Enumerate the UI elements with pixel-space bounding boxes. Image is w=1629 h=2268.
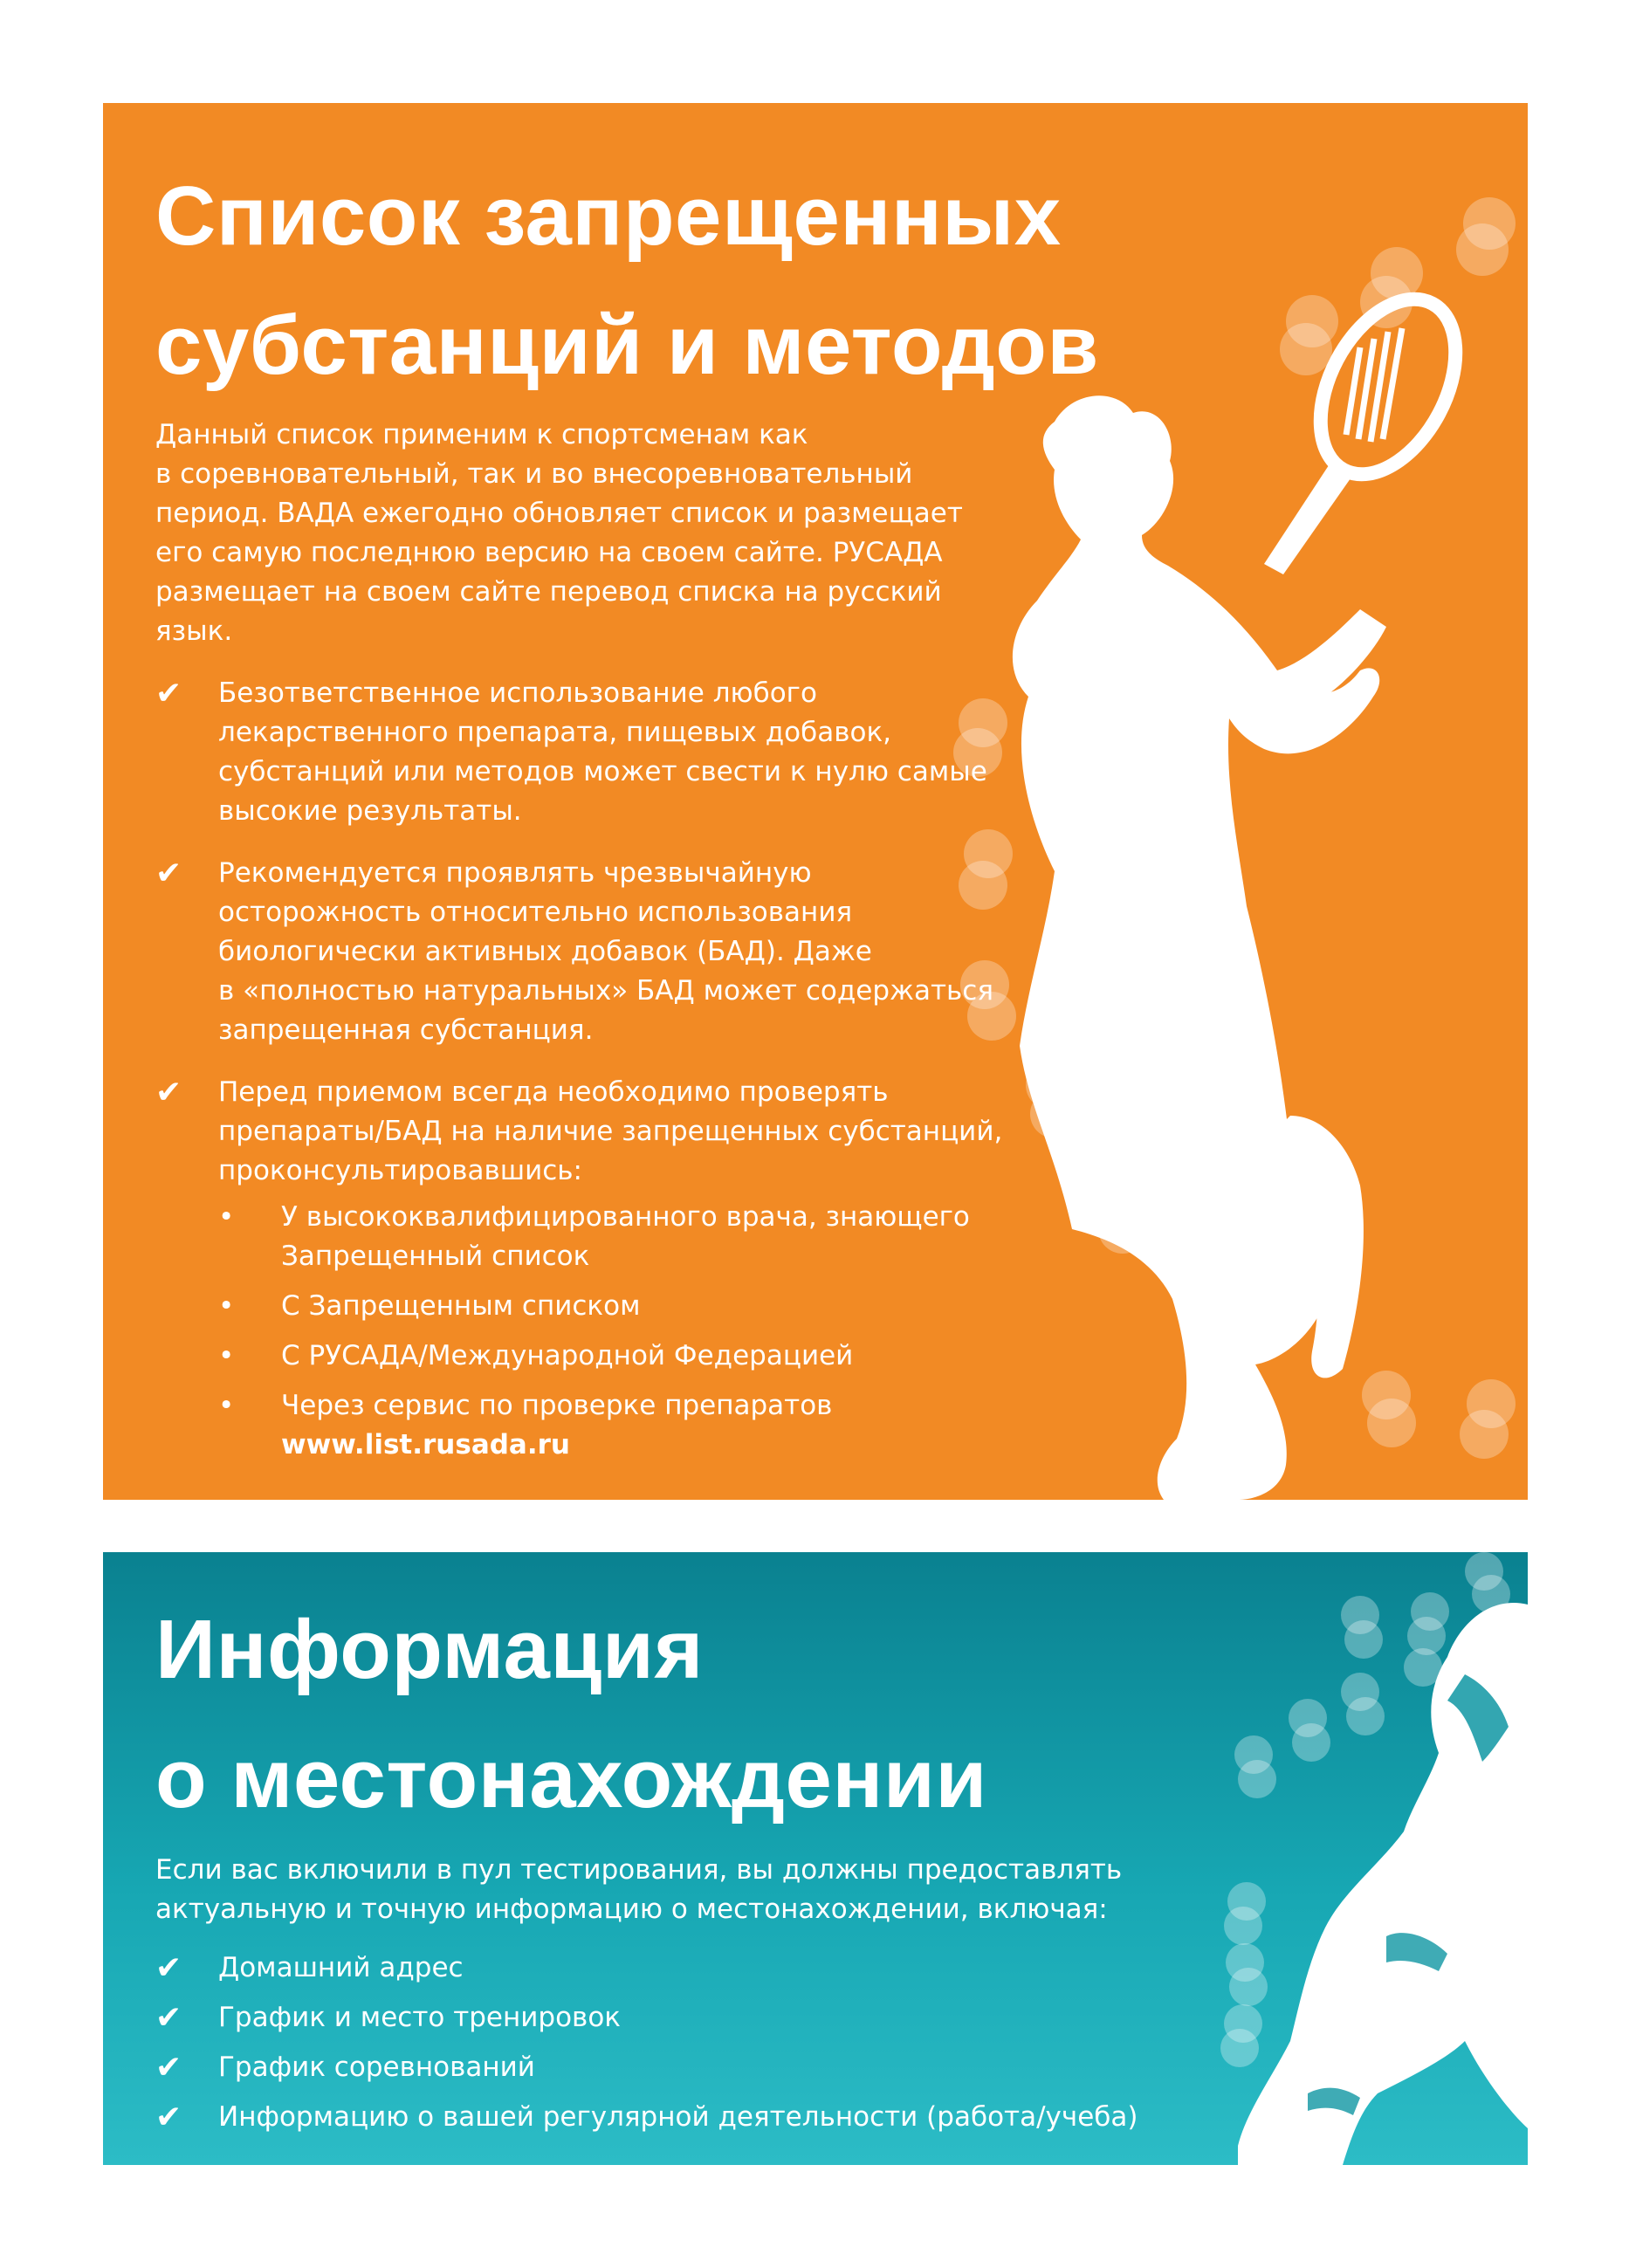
list-item: ✔ Информацию о вашей регулярной деятельности (работа/учеба): [155, 2100, 1138, 2135]
sublist-item: • У высококвалифицированного врача, знающего Запрещенный список: [218, 1198, 1124, 1276]
list-item: ✔ Перед приемом всегда необходимо проверять препараты/БАД на наличие запрещенных субстанций, проконсультировавшись: • У высококвалифицированного врача, знающего Запрещенный список • С Запрещенным списком • С РУСАДА/Международной Федерацией • Через сервис по проверке препаратов www.list.rusada.ru: [155, 1073, 1124, 1465]
checkmark-icon: ✔: [155, 2050, 182, 2086]
list-item: ✔ График и место тренировок: [155, 2000, 622, 2036]
sublist-item: • С РУСАДА/Международной Федерацией: [218, 1337, 1124, 1376]
section2-title: [155, 1585, 1203, 1844]
list-item: ✔ График соревнований: [155, 2050, 535, 2086]
list-item: ✔ Домашний адрес: [155, 1950, 464, 1986]
bullet-icon: •: [218, 1390, 235, 1421]
title-line: Список запрещенных: [155, 169, 1062, 263]
checkmark-icon: ✔: [155, 2100, 182, 2135]
section1-checklist: [155, 674, 1124, 1465]
title-line: Информация: [155, 1603, 704, 1696]
checkmark-icon: ✔: [155, 1950, 182, 1986]
checkmark-icon: ✔: [155, 676, 182, 711]
rusada-list-url[interactable]: www.list.rusada.ru: [281, 1429, 570, 1460]
bullet-icon: •: [218, 1201, 235, 1233]
bullet-icon: •: [218, 1290, 235, 1322]
section1-content: [155, 152, 1124, 1475]
section1-title: [155, 152, 1124, 410]
checkmark-icon: ✔: [155, 1075, 182, 1110]
section2-content: [155, 1585, 1203, 2137]
list-item: ✔ Безответственное использование любого лекарственного препарата, пищевых добавок, субстанций или методов может свести к нулю самые высокие результаты.: [155, 676, 987, 827]
decorative-dots: [1220, 1552, 1510, 2067]
prohibited-list-panel: [103, 103, 1528, 1500]
consultation-sublist: [218, 1198, 1124, 1465]
bullet-icon: •: [218, 1340, 235, 1371]
list-item: ✔ Рекомендуется проявлять чрезвычайную осторожность относительно использования биологически активных добавок (БАД). Даже в «полностью натуральных» БАД может содержаться запрещенная субстанция.: [155, 856, 993, 1046]
section2-checklist: [155, 1948, 1203, 2137]
section2-intro: Если вас включили в пул тестирования, вы должны предоставлять актуальную и точную информацию о местонахождении, включая:: [155, 1854, 1123, 1925]
whereabouts-panel: [103, 1552, 1528, 2165]
checkmark-icon: ✔: [155, 2000, 182, 2036]
title-line: субстанций и методов: [155, 299, 1099, 392]
sublist-item: • Через сервис по проверке препаратов www.list.rusada.ru: [218, 1386, 1124, 1465]
checkmark-icon: ✔: [155, 856, 182, 891]
title-line: о местонахождении: [155, 1732, 987, 1825]
sublist-item: • С Запрещенным списком: [218, 1287, 1124, 1326]
section1-intro: Данный список применим к спортсменам как в соревновательный, так и во внесоревновательный период. ВАДА ежегодно обновляет список и размещает его самую последнюю версию на своем сайте. РУСАДА размещает на своем сайте перевод списка на русский язык.: [155, 419, 963, 647]
